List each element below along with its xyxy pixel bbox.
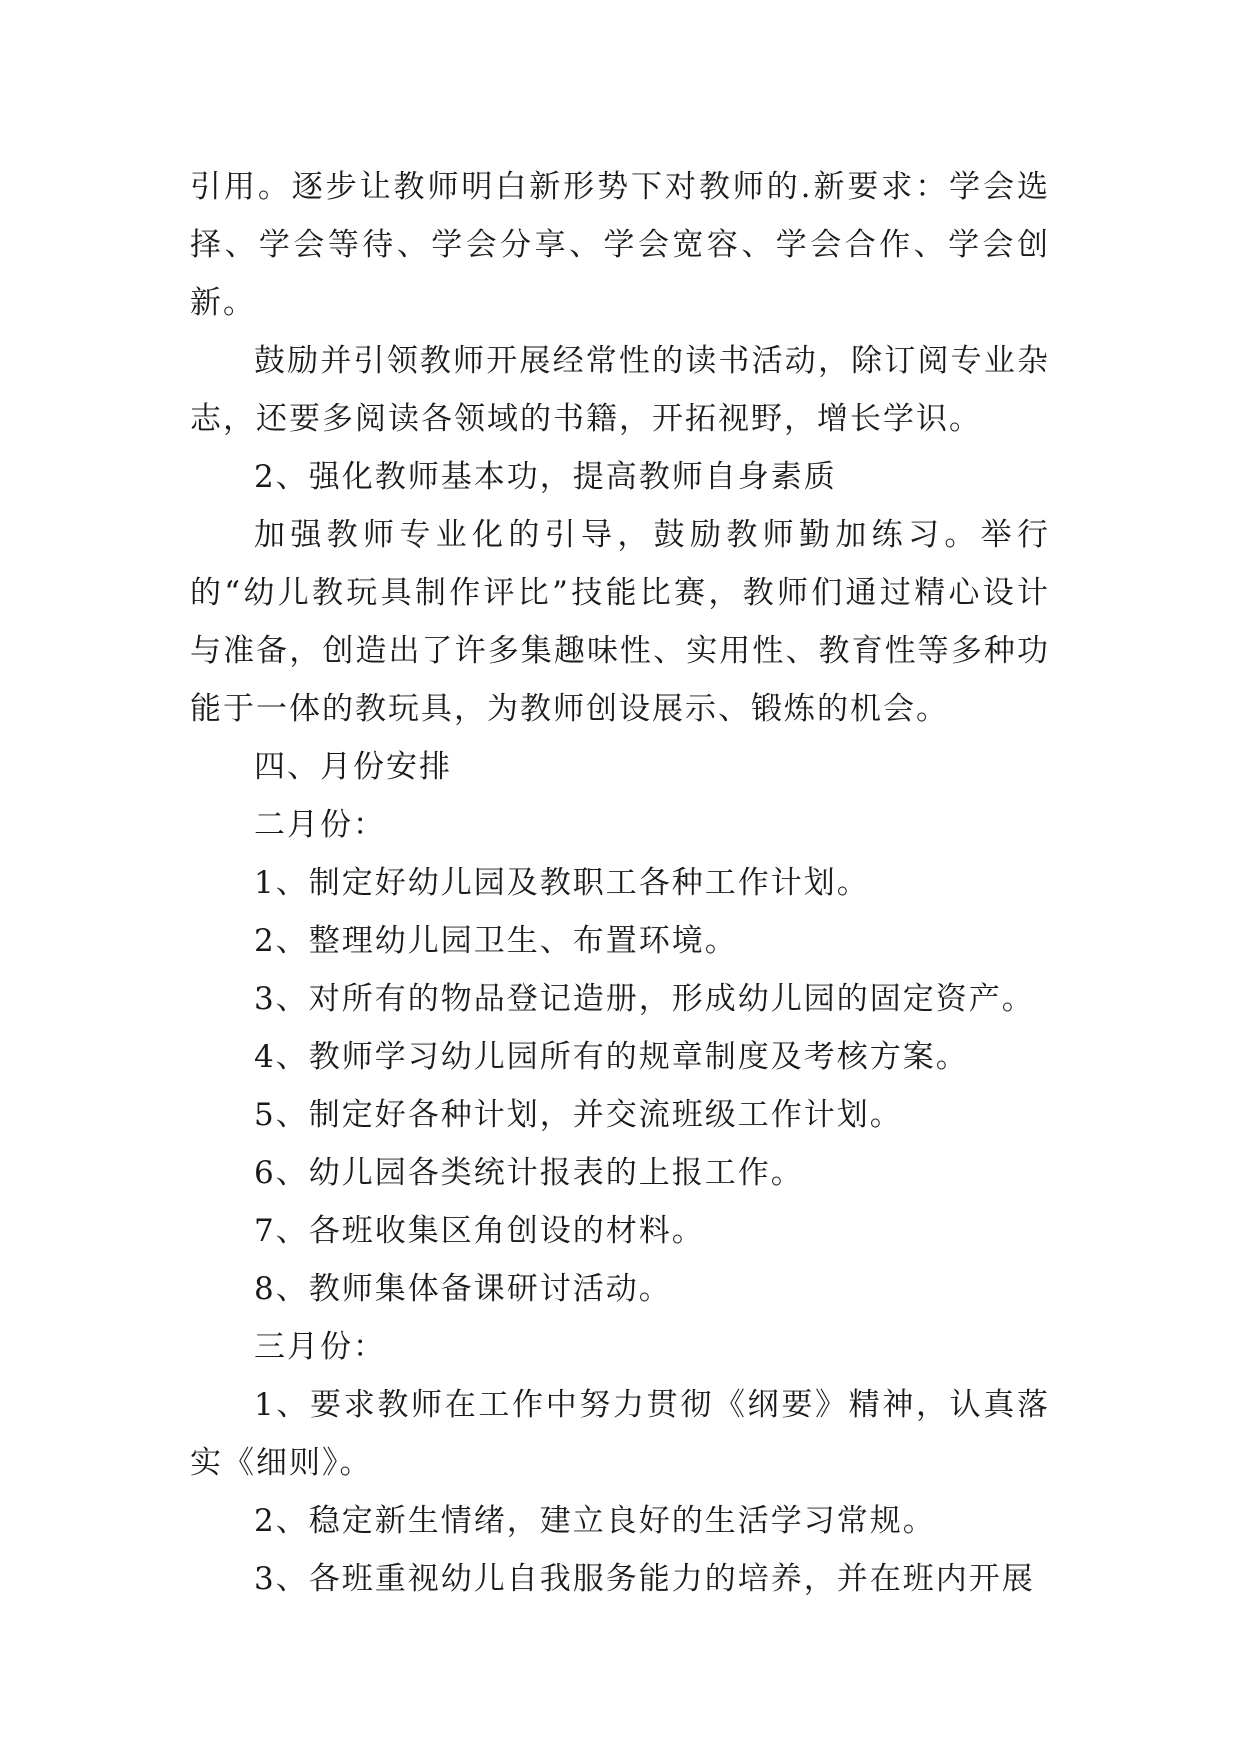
list-item: 5、制定好各种计划，并交流班级工作计划。: [254, 1097, 903, 1133]
list-item: 1、制定好幼儿园及教职工各种工作计划。: [254, 865, 870, 901]
list-item: 7、各班收集区角创设的材料。: [254, 1213, 705, 1249]
paragraph-continuation: 引用。逐步让教师明白新形势下对教师的.新要求：学会选择、学会等待、学会分享、学会宽容、学会合作、学会创新。: [190, 169, 1050, 321]
month-heading-march: 三月份：: [254, 1329, 386, 1365]
list-item: 2、整理幼儿园卫生、布置环境。: [254, 923, 738, 959]
paragraph-professional-guidance: 加强教师专业化的引导，鼓励教师勤加练习。举行的“幼儿教玩具制作评比”技能比赛，教师们通过精心设计与准备，创造出了许多集趣味性、实用性、教育性等多种功能于一体的教玩具，为教师创设展示、锻炼的机会。: [190, 517, 1050, 727]
month-heading-february: 二月份：: [254, 807, 386, 843]
list-item: 8、教师集体备课研讨活动。: [254, 1271, 672, 1307]
list-item: 3、对所有的物品登记造册，形成幼儿园的固定资产。: [254, 981, 1035, 1017]
list-item: 6、幼儿园各类统计报表的上报工作。: [254, 1155, 804, 1191]
document-body: [190, 158, 1050, 1608]
list-item: 4、教师学习幼儿园所有的规章制度及考核方案。: [254, 1039, 969, 1075]
section-heading-monthly-schedule: 四、月份安排: [254, 749, 452, 785]
list-item: 3、各班重视幼儿自我服务能力的培养，并在班内开展: [254, 1561, 1035, 1597]
section-heading-basic-skills: 2、强化教师基本功，提高教师自身素质: [254, 459, 837, 495]
list-item: 2、稳定新生情绪，建立良好的生活学习常规。: [254, 1503, 936, 1539]
paragraph-reading-activities: 鼓励并引领教师开展经常性的读书活动，除订阅专业杂志，还要多阅读各领域的书籍，开拓视野，增长学识。: [190, 343, 1050, 437]
list-item: 1、要求教师在工作中努力贯彻《纲要》精神，认真落实《细则》。: [190, 1387, 1050, 1481]
